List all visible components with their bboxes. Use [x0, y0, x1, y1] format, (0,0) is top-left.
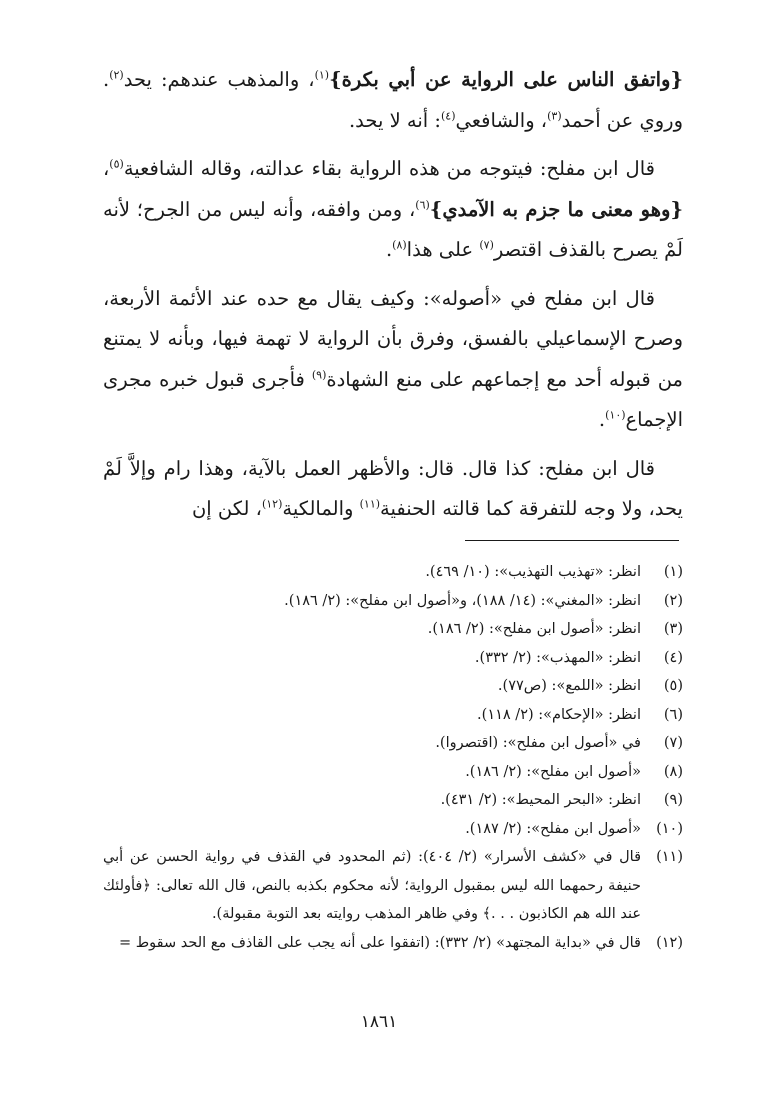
footnote-item	[103, 672, 683, 701]
paragraph-text: ، والمذهب عندهم: يحد	[123, 68, 315, 91]
footnote-item	[103, 558, 683, 587]
footnote-item	[103, 929, 683, 958]
footnote-text: انظر: «تهذيب التهذيب»: (١٠/ ٤٦٩).	[425, 564, 641, 580]
footnote-item	[103, 701, 683, 730]
footnote-ref-11[interactable]: (١١)	[359, 497, 381, 511]
paragraph-text: ،	[103, 157, 110, 180]
paragraph-text: : أنه لا يحد.	[348, 108, 441, 132]
footnote-number: (١)	[663, 564, 683, 580]
footnote-ref-9[interactable]: (٩)	[311, 368, 327, 381]
footnote-ref-2[interactable]: (٢)	[109, 68, 124, 82]
footnote-number: (٧)	[663, 735, 683, 751]
paragraph-text: .	[598, 408, 606, 431]
paragraph-text: ، لكن إن	[191, 497, 262, 520]
footnote-item	[103, 815, 683, 844]
footnote-number: (٦)	[663, 706, 683, 723]
page-number: ١٨٦١	[360, 1012, 398, 1032]
footnote-text: انظر: «اللمع»: (ص٧٧).	[497, 678, 641, 694]
footnote-item	[103, 729, 683, 758]
footnote-text: انظر: «الإحكام»: (٢/ ١١٨).	[477, 706, 641, 723]
footnote-text: «أصول ابن مفلح»: (٢/ ١٨٧).	[465, 820, 641, 837]
footnote-item	[103, 786, 683, 815]
footnote-ref-7[interactable]: (٧)	[479, 238, 494, 252]
paragraph-text: ، والشافعي	[455, 108, 548, 132]
footnote-number: (٣)	[663, 621, 683, 637]
footnote-text: انظر: «البحر المحيط»: (٢/ ٤٣١).	[440, 792, 641, 808]
footnote-ref-6[interactable]: (٦)	[415, 198, 430, 211]
paragraph-1	[103, 60, 683, 141]
footnotes-list	[103, 558, 683, 957]
bracketed-quote: {وهو معنى ما جزم به الآمدي}	[429, 197, 683, 221]
footnote-text: قال في «بداية المجتهد» (٢/ ٣٣٢): (اتفقوا على أنه يجب على القاذف مع الحد سقوط =	[119, 934, 641, 951]
footnote-text: انظر: «أصول ابن مفلح»: (٢/ ١٨٦).	[427, 621, 641, 637]
paragraph-text: والمالكية	[282, 497, 360, 520]
footnote-text: «أصول ابن مفلح»: (٢/ ١٨٦).	[465, 763, 641, 780]
footnote-ref-5[interactable]: (٥)	[109, 157, 124, 171]
paragraph-text: فأجرى قبول خبره مجرى الإجماع	[103, 367, 683, 431]
footnote-ref-1[interactable]: (١)	[314, 68, 330, 82]
paragraph-4	[103, 449, 683, 530]
footnote-number: (٨)	[663, 763, 683, 780]
footnote-item	[103, 615, 683, 644]
paragraph-3	[103, 279, 683, 441]
paragraph-text: قال ابن مفلح: كذا قال. قال: والأظهر العمل بالآية، وهذا رام وإلاَّ لَمْ يحد، ولا وجه للتفرقة كما قالته الحنفية	[103, 456, 683, 520]
footnote-ref-8[interactable]: (٨)	[392, 238, 407, 252]
main-text	[103, 60, 683, 538]
footnote-text: انظر: «المغني»: (١٤/ ١٨٨)، و«أصول ابن مفلح»: (٢/ ١٨٦).	[284, 592, 641, 609]
paragraph-text: . وروي عن أحمد	[103, 68, 683, 132]
footnote-number: (٥)	[663, 678, 683, 694]
paragraph-text: .	[385, 238, 393, 261]
footnote-ref-3[interactable]: (٣)	[547, 109, 562, 122]
paragraph-text: ، ومن وافقه، وأنه ليس من الجرح؛ لأنه لَمْ يصرح بالقذف اقتصر	[103, 197, 683, 261]
paragraph-text: على هذا	[406, 238, 480, 261]
footnote-number: (٤)	[663, 649, 683, 666]
paragraph-text: قال ابن مفلح في «أصوله»: وكيف يقال مع حده عند الأئمة الأربعة، وصرح الإسماعيلي بالفسق، وفرق بأن الرواية لا تهمة فيها، وبأنه لا يمتنع من قبوله أحد مع إجماعهم على منع الشهادة	[103, 286, 683, 391]
paragraph-text: قال ابن مفلح: فيتوجه من هذه الرواية بقاء عدالته، وقاله الشافعية	[123, 157, 655, 180]
footnote-text: في «أصول ابن مفلح»: (اقتصروا).	[435, 735, 641, 751]
footnote-ref-12[interactable]: (١٢)	[261, 497, 283, 511]
footnote-text: قال في «كشف الأسرار» (٢/ ٤٠٤): (ثم المحدود في القذف في رواية الحسن عن أبي حنيفة رحمهما الله ليس بمقبول الرواية؛ لأنه محكوم بكذبه بالنص، قال الله تعالى: ﴿فأولئك عند الله هم الكاذبون . . .﴾ وفي ظاهر المذهب روايته بعد التوبة مقبولة).	[103, 849, 642, 922]
footnote-item	[103, 843, 683, 929]
footnote-number: (٢)	[663, 592, 683, 609]
footnote-ref-10[interactable]: (١٠)	[605, 408, 626, 422]
footnote-item	[103, 758, 683, 787]
footnote-number: (١١)	[656, 849, 683, 865]
footnote-text: انظر: «المهذب»: (٢/ ٣٣٢).	[474, 649, 641, 666]
footnote-separator	[465, 540, 679, 541]
footnote-item	[103, 644, 683, 673]
footnote-item	[103, 587, 683, 616]
paragraph-2	[103, 149, 683, 271]
footnote-ref-4[interactable]: (٤)	[441, 109, 456, 122]
footnote-number: (١٢)	[656, 934, 683, 951]
footnote-number: (١٠)	[656, 820, 683, 837]
bracketed-quote: {واتفق الناس على الرواية عن أبي بكرة}	[329, 68, 683, 91]
footnote-number: (٩)	[663, 792, 683, 808]
